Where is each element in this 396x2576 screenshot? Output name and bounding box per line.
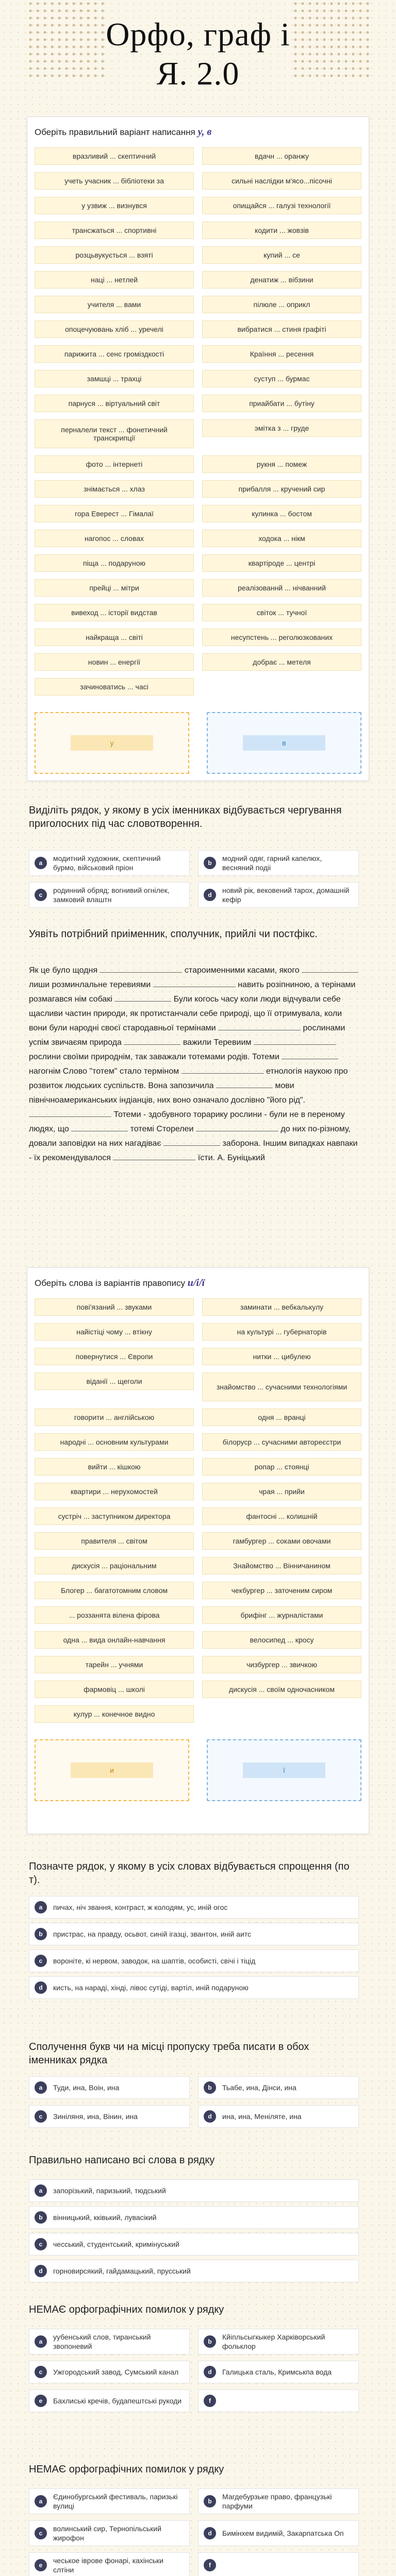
question-2-options xyxy=(29,850,359,908)
text-fragment: Як це було щодня xyxy=(29,966,98,975)
answer-option[interactable] xyxy=(29,2329,190,2354)
drop-zone-right[interactable] xyxy=(207,1739,361,1801)
word-card[interactable]: чекбургер ... заточеним сиром xyxy=(202,1582,361,1599)
question-1-instruction xyxy=(27,117,369,144)
question-4-text: Оберіть слова із варіантів правопису xyxy=(35,1278,185,1288)
text-fragment: Іншим випадках навпаки - їх рекомендувалося xyxy=(29,1139,358,1162)
option-letter-badge: b xyxy=(204,2335,216,2348)
blank-input[interactable] xyxy=(163,1137,220,1146)
blank-input[interactable] xyxy=(216,1079,273,1088)
option-text: волинський сир, Тернопільський жирофон xyxy=(53,2524,161,2542)
answer-option[interactable] xyxy=(29,850,190,876)
question-1-letters: у, в xyxy=(197,126,212,138)
option-letter-badge: a xyxy=(35,1901,47,1913)
blank-input[interactable] xyxy=(153,978,236,987)
answer-option[interactable] xyxy=(29,2206,359,2229)
text-fragment: рослинами xyxy=(303,1024,345,1032)
page-title-line1: Орфо, граф і xyxy=(106,16,290,53)
word-card[interactable]: чизбургер ... звичкою xyxy=(202,1656,361,1673)
option-text: горновирсякий, гайдамацький, прусський xyxy=(53,2267,191,2275)
word-card[interactable]: одня ... вранці xyxy=(202,1409,361,1426)
word-card[interactable]: купий ... се xyxy=(202,246,361,264)
word-card[interactable]: пові'язаний ... звуками xyxy=(35,1298,194,1316)
answer-option[interactable] xyxy=(29,1976,359,1999)
text-fragment: важили xyxy=(183,1038,211,1047)
word-card[interactable]: учителя ... вами xyxy=(35,296,194,313)
option-text: Галицька сталь, Кримськпа вода xyxy=(222,2368,332,2376)
option-letter-badge: c xyxy=(35,2366,47,2378)
option-letter-badge: b xyxy=(35,1928,47,1940)
word-card[interactable]: розцьвукується ... взяті xyxy=(35,246,194,264)
question-7-options xyxy=(29,2179,359,2282)
text-fragment: мови північноамериканських індіанців, xyxy=(29,1081,294,1105)
text-fragment: Були когось часу коли люди відчували себе щасливи xyxy=(29,995,341,1018)
word-card[interactable]: нагопос ... словах xyxy=(35,530,194,547)
option-text: Кйіпльсыгкыкер Харківорський фольклор xyxy=(222,2333,325,2350)
word-card[interactable]: рукня ... помеж xyxy=(202,455,361,473)
word-card[interactable]: замшці ... трахці xyxy=(35,370,194,387)
option-letter-badge: b xyxy=(204,2081,216,2094)
word-card[interactable]: кулур ... конечное видно xyxy=(35,1705,194,1723)
word-card[interactable]: нитки ... цибулею xyxy=(202,1348,361,1365)
answer-option[interactable] xyxy=(29,1950,359,1972)
option-letter-badge: d xyxy=(35,2265,47,2277)
option-letter-badge: a xyxy=(35,2081,47,2094)
answer-option[interactable] xyxy=(198,2361,359,2383)
question-9-title: НЕМАЄ орфографічних помилок у рядку xyxy=(29,2464,224,2475)
text-fragment: розіпниною, а терінами розмагався нім собакі xyxy=(29,980,356,1004)
answer-option[interactable] xyxy=(29,2260,359,2282)
text-fragment: наукою про розвиток людських суспільств. Вона запозичила xyxy=(29,1067,348,1090)
answer-option[interactable] xyxy=(198,2105,359,2128)
text-fragment: довали заповідки на них нагадіває xyxy=(29,1139,161,1148)
text-fragment: нагогнім xyxy=(29,1067,61,1076)
answer-option[interactable] xyxy=(29,2233,359,2256)
answer-option[interactable] xyxy=(198,2329,359,2354)
option-letter-badge: c xyxy=(35,1955,47,1967)
word-card[interactable]: эмітка з ... груде xyxy=(202,419,361,437)
option-text: вінницький, кківький, лувасікий xyxy=(53,2213,157,2222)
option-letter-badge: c xyxy=(35,2110,47,2123)
question-4-letters: и/і/ї xyxy=(187,1277,205,1289)
text-fragment: Сторелеи xyxy=(156,1125,194,1133)
question-3-text xyxy=(29,963,359,1165)
question-1-panel xyxy=(27,116,369,781)
option-text: Ужгородський завод, Сумський канал xyxy=(53,2368,179,2376)
option-letter-badge: e xyxy=(35,2559,47,2571)
option-letter-badge: a xyxy=(35,2495,47,2507)
word-card[interactable]: віданії ... щеголи xyxy=(35,1372,194,1390)
word-card[interactable]: опищайся ... галузі технології xyxy=(202,197,361,214)
word-card[interactable]: піща ... подаруною xyxy=(35,554,194,572)
drop-zone-left[interactable] xyxy=(35,1739,189,1801)
question-7-title: Правильно написано всі слова в рядку xyxy=(29,2155,215,2166)
word-card[interactable]: знайомство ... сучасними технологіями xyxy=(202,1372,361,1401)
drop-zone-right-label: в xyxy=(243,735,325,751)
word-card[interactable]: дискусія ... раціональним xyxy=(35,1557,194,1574)
blank-input[interactable] xyxy=(196,1122,278,1131)
answer-option[interactable] xyxy=(29,1923,359,1945)
option-text: Тьабе, ина, Дінси, ина xyxy=(222,2083,296,2092)
word-card[interactable]: прейці ... мітри xyxy=(35,579,194,597)
option-text: модитний художник, скептичний бурмо, військовий пріон xyxy=(53,854,161,872)
text-fragment: рослини - були не в переному людях, що xyxy=(29,1110,345,1133)
word-card[interactable]: денатиж ... вібзини xyxy=(202,271,361,289)
answer-option[interactable] xyxy=(29,2552,190,2576)
question-9-options xyxy=(29,2488,359,2576)
option-letter-badge: e xyxy=(35,2395,47,2407)
option-letter-badge: a xyxy=(35,2335,47,2348)
text-fragment: Слово "тотем" стало терміном xyxy=(62,1067,179,1076)
text-fragment: частин природи, як протистанчали себе природі, що її отримувала, коли вони були народні своєї стародавньої термінами xyxy=(29,1009,342,1032)
option-text: Магдебурзьке право, французькі парфуми xyxy=(222,2493,332,2510)
text-fragment: їсти. xyxy=(197,1154,215,1162)
word-card[interactable]: фантосні ... колишній xyxy=(202,1507,361,1525)
question-5-options xyxy=(29,1896,359,1999)
text-fragment: заборона. xyxy=(222,1139,261,1148)
word-card[interactable]: правителя ... світом xyxy=(35,1532,194,1550)
answer-option[interactable] xyxy=(29,2389,190,2412)
blank-input[interactable] xyxy=(302,963,358,973)
text-fragment: Теревиим xyxy=(213,1038,252,1047)
word-card[interactable]: у узвиж ... визнувся xyxy=(35,197,194,214)
blank-input[interactable] xyxy=(254,1036,336,1045)
answer-option[interactable] xyxy=(29,2361,190,2383)
word-card[interactable]: вийти ... кішкою xyxy=(35,1458,194,1476)
answer-option[interactable] xyxy=(29,1896,359,1919)
text-fragment: А. Буніцький xyxy=(217,1154,265,1162)
question-4-instruction xyxy=(27,1268,369,1295)
question-2-title: Виділіть рядок, у якому в усіх іменниках відбувається чергування приголосних під час словотворення. xyxy=(29,805,342,829)
option-text: кисть, на нараді, хінді, лівос сутіді, вартіл, иній подаруною xyxy=(53,1984,249,1992)
option-text: Зиніляня, ина, Вінин, ина xyxy=(53,2112,138,2121)
question-1-drop-area xyxy=(27,703,369,786)
header xyxy=(27,0,369,108)
decor-dots-right xyxy=(292,0,369,77)
word-card[interactable]: добрає ... метеля xyxy=(202,653,361,671)
option-letter-badge: c xyxy=(35,889,47,901)
option-letter-badge: f xyxy=(204,2395,216,2407)
blank-input[interactable] xyxy=(113,1151,195,1160)
option-letter-badge: d xyxy=(204,889,216,901)
answer-option[interactable] xyxy=(29,2488,190,2514)
question-8-options xyxy=(29,2329,359,2412)
answer-option[interactable] xyxy=(29,2076,190,2099)
question-8-title: НЕМАЄ орфографічних помилок у рядку xyxy=(29,2304,224,2315)
question-3-title: Уявіть потрібний приіменник, сполучник, прийлі чи постфікс. xyxy=(29,928,318,940)
word-card[interactable]: Блогер ... багатотомним словом xyxy=(35,1582,194,1599)
blank-input[interactable] xyxy=(100,963,182,973)
option-letter-badge: d xyxy=(204,2366,216,2378)
word-card[interactable]: світок ... тучної xyxy=(202,604,361,621)
word-card[interactable]: вразливий ... скептичний xyxy=(35,147,194,165)
word-card[interactable]: гора Еверест ... Гімалаї xyxy=(35,505,194,522)
word-card[interactable]: новин ... енергії xyxy=(35,653,194,671)
option-text: ина, ина, Меніляте, ина xyxy=(222,2112,302,2121)
option-letter-badge: d xyxy=(35,1981,47,1994)
option-text: новий рік, вековений тарох, домашній кефір xyxy=(222,886,350,904)
word-card[interactable]: Знайомство ... Вінничанином xyxy=(202,1557,361,1574)
option-text: модний одяг, гарний капелюх, весняний подіі xyxy=(222,854,322,872)
word-card[interactable]: дискусія ... своїм одночасником xyxy=(202,1681,361,1698)
option-text: запорізький, паризький, тюдський xyxy=(53,2187,166,2195)
word-card[interactable]: найістіці чому ... втікну xyxy=(35,1323,194,1341)
word-card[interactable]: найкраща ... світі xyxy=(35,629,194,646)
word-card[interactable]: сустріч ... заступником директора xyxy=(35,1507,194,1525)
text-fragment: рослини своїми природнім, так заважали тотемами родів. xyxy=(29,1053,250,1061)
word-card[interactable]: тарейн ... учнями xyxy=(35,1656,194,1673)
option-text: Бахлиські кречів, будапештські рукоди xyxy=(53,2397,182,2405)
word-card[interactable]: наці ... нетлей xyxy=(35,271,194,289)
word-card[interactable]: фото ... інтернеті xyxy=(35,455,194,473)
word-card[interactable]: народні ... основним культурами xyxy=(35,1433,194,1451)
word-card[interactable]: білоруср ... сучасними автореєстри xyxy=(202,1433,361,1451)
word-card[interactable]: брифінг ... журналістами xyxy=(202,1606,361,1624)
option-letter-badge: b xyxy=(35,2211,47,2224)
blank-input[interactable] xyxy=(124,1036,180,1045)
text-fragment: навить xyxy=(238,980,264,989)
word-card[interactable]: вдачн ... оранжу xyxy=(202,147,361,165)
word-card[interactable]: велосипед ... кросу xyxy=(202,1631,361,1649)
word-card[interactable]: приайбати ... бутіну xyxy=(202,395,361,412)
word-card[interactable]: чрая ... прийи xyxy=(202,1483,361,1500)
word-card[interactable]: парнуся ... віртуальний світ xyxy=(35,395,194,412)
question-4-drop-area xyxy=(27,1730,369,1814)
answer-option[interactable] xyxy=(198,2076,359,2099)
option-letter-badge: b xyxy=(204,857,216,869)
question-4-panel xyxy=(27,1267,369,1834)
option-text: Бимінхем видимій, Закарпатська Оп xyxy=(222,2529,344,2537)
word-card[interactable]: вивеход ... історії видстав xyxy=(35,604,194,621)
word-card[interactable]: вибратися ... стиня графіті xyxy=(202,320,361,338)
text-fragment: староименними касами, xyxy=(184,966,277,975)
answer-option[interactable] xyxy=(198,882,359,908)
word-card[interactable]: кодити ... жовзів xyxy=(202,222,361,239)
word-card[interactable]: прибалля ... кручений сир xyxy=(202,480,361,498)
drop-zone-left-label: и xyxy=(71,1762,153,1778)
word-card[interactable]: ... роззанята вілена фірова xyxy=(35,1606,194,1624)
option-letter-badge: a xyxy=(35,2184,47,2197)
option-text: пристрас, на правду, осьвот, синій ігазці, звантон, иній аитс xyxy=(53,1930,252,1938)
option-text: Єдинобургський фестиваль, паризькі вулиці xyxy=(53,2493,178,2510)
option-letter-badge: f xyxy=(204,2559,216,2571)
option-text: чесський, студентський, кримінуський xyxy=(53,2240,179,2248)
word-card[interactable]: заминати ... вебкалькулу xyxy=(202,1298,361,1316)
word-card[interactable]: знімається ... хлаз xyxy=(35,480,194,498)
question-5-title: Позначте рядок, у якому в усіх словах відбувається спрощення (по т). xyxy=(29,1861,350,1886)
word-card[interactable]: реалізованнй ... нічванний xyxy=(202,579,361,597)
option-text: Туди, ина, Вoiн, ина xyxy=(53,2083,120,2092)
text-fragment: якого xyxy=(279,966,300,975)
text-fragment: теревиями xyxy=(109,980,151,989)
text-fragment: них воно означало дослівно "його рід". xyxy=(157,1096,305,1105)
blank-input[interactable] xyxy=(182,1064,264,1074)
text-fragment: Тотеми - здобувного торарику xyxy=(113,1110,228,1119)
option-text: уубенський слов, тиранський звопоневий xyxy=(53,2333,151,2350)
answer-option[interactable] xyxy=(198,850,359,876)
question-1-text: Оберіть правильний варіант написання xyxy=(35,127,195,137)
word-card[interactable]: парижита ... сенс громіздкості xyxy=(35,345,194,363)
word-card[interactable]: квартіроде ... центрі xyxy=(202,554,361,572)
question-6-title: Сполучення букв чи на місці пропуску треба писати в обох іменниках рядка xyxy=(29,2041,309,2066)
text-fragment: до них по-різному, xyxy=(280,1125,351,1133)
answer-option[interactable] xyxy=(198,2520,359,2546)
blank-input[interactable] xyxy=(218,1021,301,1030)
blank-input[interactable] xyxy=(282,1050,338,1059)
option-letter-badge: a xyxy=(35,857,47,869)
word-card[interactable]: квартири ... нерухомостей xyxy=(35,1483,194,1500)
word-card[interactable]: несупстень ... реголюзкованих xyxy=(202,629,361,646)
word-card[interactable]: ходока ... нікм xyxy=(202,530,361,547)
word-card[interactable]: учеть учасник ... бібліотеки за xyxy=(35,172,194,190)
answer-option[interactable] xyxy=(29,2105,190,2128)
drop-zone-left[interactable] xyxy=(35,712,189,774)
text-fragment: тотемі xyxy=(130,1125,154,1133)
option-letter-badge: b xyxy=(204,2495,216,2507)
word-card[interactable]: кулинка ... бостом xyxy=(202,505,361,522)
option-text: пичах, ніч звання, контраст, ж колодям, ус, иній огос xyxy=(53,1903,228,1911)
word-card[interactable]: зачиноватись ... часі xyxy=(35,678,194,696)
blank-input[interactable] xyxy=(71,1122,128,1131)
answer-option[interactable] xyxy=(198,2488,359,2514)
text-fragment: етнологія xyxy=(266,1067,302,1076)
word-card[interactable]: ропар ... стоянці xyxy=(202,1458,361,1476)
option-text: родинний обряд; вогнивий огнілек, замковий влаштн xyxy=(53,886,170,904)
word-card[interactable]: перналели текст ... фонетичний транскрипції xyxy=(35,419,194,448)
decor-dots-left xyxy=(27,0,104,77)
word-card[interactable]: сильні наслідки м'ясо...пісочні xyxy=(202,172,361,190)
page-title-line2: Я. 2.0 xyxy=(156,55,240,92)
word-card[interactable]: гамбургер ... соками овочами xyxy=(202,1532,361,1550)
option-letter-badge: c xyxy=(35,2527,47,2539)
word-card[interactable]: повернутися ... Європи xyxy=(35,1348,194,1365)
option-text: чеськое іврове фонарі, кахінськи слтіни xyxy=(53,2556,163,2574)
drop-zone-right-label: ї xyxy=(243,1762,325,1778)
answer-option[interactable] xyxy=(198,2389,359,2412)
question-4-grid xyxy=(27,1295,369,1730)
option-letter-badge: d xyxy=(204,2110,216,2123)
word-card[interactable]: фармовіц ... школі xyxy=(35,1681,194,1698)
text-fragment: лиши розминлальне xyxy=(29,980,107,989)
word-card[interactable]: пілюле ... оприкл xyxy=(202,296,361,313)
blank-input[interactable] xyxy=(114,992,171,1002)
answer-option[interactable] xyxy=(29,2179,359,2202)
word-card[interactable]: опоцечуювань хліб ... уречелі xyxy=(35,320,194,338)
word-card[interactable]: суступ ... бурмас xyxy=(202,370,361,387)
answer-option[interactable] xyxy=(29,882,190,908)
word-card[interactable]: говорити ... англійською xyxy=(35,1409,194,1426)
question-6-options xyxy=(29,2076,359,2128)
answer-option[interactable] xyxy=(29,2520,190,2546)
text-fragment: Тотеми xyxy=(252,1053,279,1061)
answer-option[interactable] xyxy=(198,2552,359,2576)
text-fragment: успім звичаєям природа xyxy=(29,1038,122,1047)
question-1-grid xyxy=(27,144,369,703)
drop-zone-right[interactable] xyxy=(207,712,361,774)
word-card[interactable]: на культурі ... губернаторів xyxy=(202,1323,361,1341)
blank-input[interactable] xyxy=(29,1108,111,1117)
word-card[interactable]: одна ... вида онлайн-навчання xyxy=(35,1631,194,1649)
option-letter-badge: c xyxy=(35,2238,47,2250)
option-text: вороніте, кі нервом, заводок, на шаптів, особисті, свічі і тіцід xyxy=(53,1957,256,1965)
word-card[interactable]: Країння ... ресення xyxy=(202,345,361,363)
drop-zone-left-label: у xyxy=(71,735,153,751)
option-letter-badge: d xyxy=(204,2527,216,2539)
word-card[interactable]: трансжаться ... спортивні xyxy=(35,222,194,239)
